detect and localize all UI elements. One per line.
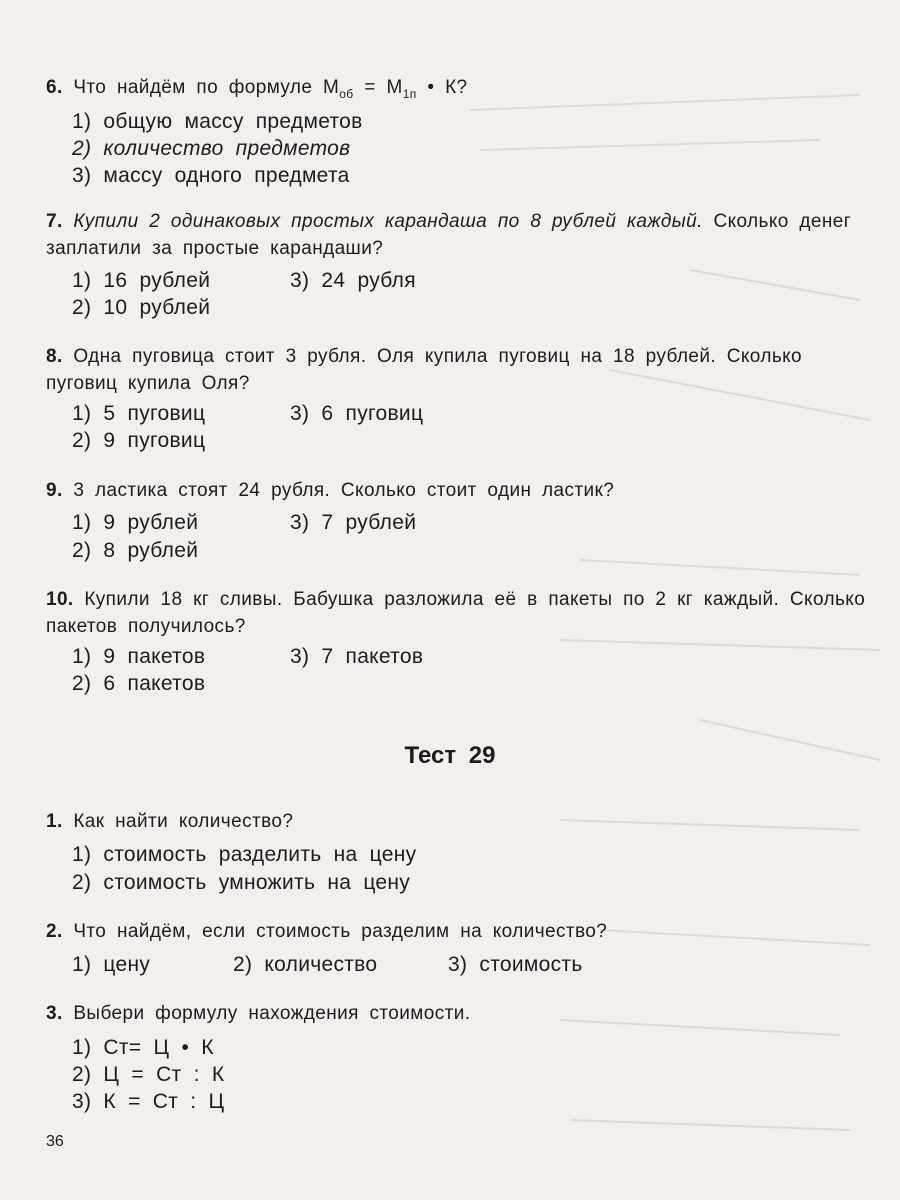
answer-option[interactable]: 2) количество предметов: [72, 137, 351, 160]
answer-option[interactable]: 1) 9 пакетов: [72, 645, 206, 668]
page-number: 36: [46, 1133, 64, 1150]
question-text: Что найдём, если стоимость разделим на количество?: [73, 921, 608, 942]
question-number: 9.: [46, 480, 63, 501]
answer-option[interactable]: 2) 6 пакетов: [72, 672, 206, 695]
question-number: 6.: [46, 77, 63, 98]
question-number: 3.: [46, 1003, 63, 1024]
answer-option[interactable]: 3) 24 рубля: [290, 269, 416, 292]
answer-option[interactable]: 1) стоимость разделить на цену: [72, 843, 417, 866]
question-6: [46, 74, 866, 103]
question-number: 10.: [46, 589, 74, 610]
question-text: Купили 18 кг сливы. Бабушка разложила её в пакеты по 2 кг каждый. Сколько пакетов получилось?: [46, 589, 866, 637]
answer-option[interactable]: 3) 6 пуговиц: [290, 402, 424, 425]
test-question-1: [46, 808, 866, 835]
question-text: Что найдём по формуле $М_{об} = М_{1п}$ • К?: [73, 77, 468, 101]
answer-option[interactable]: 1) цену: [72, 953, 151, 976]
answer-option[interactable]: 2) количество: [233, 953, 378, 976]
answer-option[interactable]: 3) массу одного предмета: [72, 164, 350, 187]
answer-option[interactable]: 2) 9 пуговиц: [72, 429, 206, 452]
question-7: [46, 208, 866, 262]
answer-option[interactable]: 1) 9 рублей: [72, 511, 199, 534]
answer-option[interactable]: 1) Ст= Ц • К: [72, 1036, 214, 1059]
question-9: [46, 477, 866, 504]
answer-option[interactable]: 3) К = Ст : Ц: [72, 1090, 225, 1113]
answer-option[interactable]: 2) Ц = Ст : К: [72, 1063, 225, 1086]
answer-option[interactable]: 1) общую массу предметов: [72, 110, 363, 133]
answer-option[interactable]: 1) 5 пуговиц: [72, 402, 206, 425]
question-number: 8.: [46, 346, 63, 367]
answer-option[interactable]: 3) стоимость: [448, 953, 583, 976]
answer-option[interactable]: 2) стоимость умножить на цену: [72, 871, 411, 894]
answer-option[interactable]: 1) 16 рублей: [72, 269, 211, 292]
question-8: [46, 343, 866, 397]
question-text-emphasis: Купили 2 одинаковых простых карандаша по 8 рублей каждый.: [73, 211, 703, 232]
answer-option[interactable]: 3) 7 рублей: [290, 511, 417, 534]
answer-option[interactable]: 2) 10 рублей: [72, 296, 211, 319]
test-title: Тест 29: [404, 742, 496, 769]
question-text: Как найти количество?: [73, 811, 294, 832]
test-question-2: [46, 918, 866, 945]
question-text: Сколько денег заплатили за простые карандаши?: [46, 211, 852, 259]
question-number: 7.: [46, 211, 63, 232]
answer-option[interactable]: 2) 8 рублей: [72, 539, 199, 562]
question-number: 1.: [46, 811, 63, 832]
question-10: [46, 586, 866, 640]
answer-option[interactable]: 3) 7 пакетов: [290, 645, 424, 668]
question-text: Выбери формулу нахождения стоимости.: [73, 1003, 471, 1024]
question-text: Одна пуговица стоит 3 рубля. Оля купила пуговиц на 18 рублей. Сколько пуговиц купила Оля?: [46, 346, 803, 394]
question-text: 3 ластика стоят 24 рубля. Сколько стоит один ластик?: [73, 480, 615, 501]
test-question-3: [46, 1000, 866, 1027]
question-number: 2.: [46, 921, 63, 942]
